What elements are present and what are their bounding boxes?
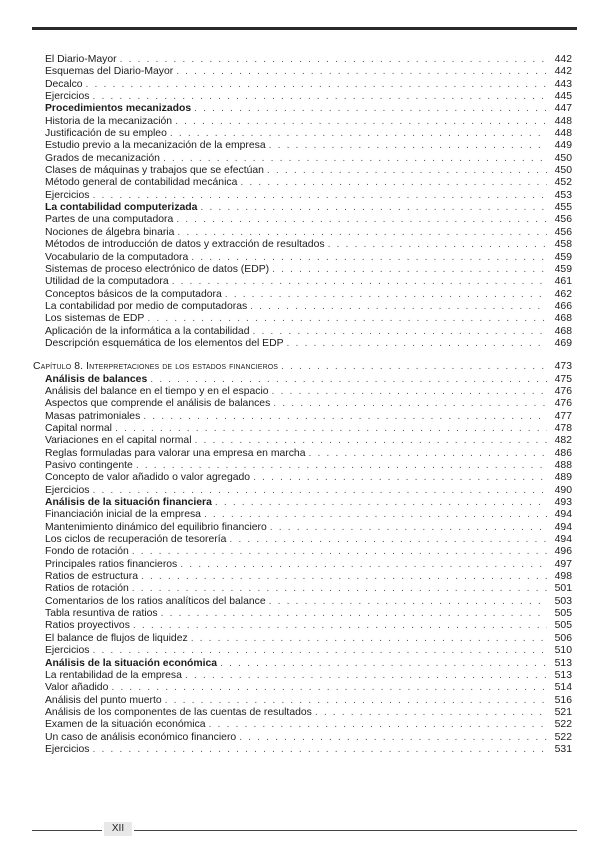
toc-entry-page: 468 [554,313,572,325]
toc-entry-label: Pasivo contingente [45,460,133,471]
toc-entry-label: Examen de la situación económica [45,719,206,731]
toc-entry[interactable] [45,460,572,472]
dot-leader [315,707,547,719]
toc-entry[interactable] [45,633,572,645]
dot-leader [252,326,547,338]
toc-entry[interactable] [45,276,572,288]
toc-entry-label: Tabla resuntiva de ratios [45,608,158,620]
toc-entry-page: 478 [554,422,572,434]
toc-entry-label: La rentabilidad de la empresa [45,669,182,681]
toc-entry-page: 443 [554,78,572,90]
dot-leader [269,596,547,608]
toc-entry[interactable] [45,670,572,682]
toc-entry[interactable] [45,522,572,534]
toc-entry-label: Método general de contabilidad mecánica [45,177,238,189]
toc-entry-page: 445 [554,91,572,103]
dot-leader [250,301,547,313]
dot-leader [172,276,547,288]
toc-entry-label: Ratios proyectivos [45,620,130,632]
toc-entry[interactable] [45,509,572,521]
toc-entry[interactable] [45,398,572,410]
toc-entry-page: 513 [554,669,572,681]
toc-entry-page: 496 [554,546,572,558]
toc-entry-label: Comentarios de los ratios analíticos del balance [45,595,266,607]
toc-entry[interactable] [45,239,572,251]
toc-entry-page: 447 [554,103,572,115]
dot-leader [253,472,547,484]
dot-leader [209,719,547,731]
toc-entry-label: Variaciones en el capital normal [45,435,192,447]
dot-leader [143,411,547,423]
toc-entry-label: Los sistemas de EDP [45,313,145,325]
toc-entry-page: 494 [554,521,572,533]
toc-entry-page: 505 [554,620,572,632]
toc-entry[interactable] [45,338,572,350]
dot-leader [272,264,547,276]
dot-leader [132,546,547,558]
toc-entry-page: 522 [554,731,572,743]
dot-leader [269,140,547,152]
toc-entry[interactable] [45,66,572,78]
toc-entry-page: 442 [554,54,572,65]
toc-entry-label: Nociones de álgebra binaria [45,226,175,238]
toc-entry-label: Grados de mecanización [45,152,160,164]
toc-entry-label: Sistemas de proceso electrónico de datos (EDP) [45,263,270,275]
dot-leader [191,252,547,264]
toc-entry-page: 531 [554,743,572,755]
toc-entry-label: Métodos de introducción de datos y extracción de resultados [45,239,325,251]
toc-entry[interactable] [45,177,572,189]
toc-entry-page: 522 [554,719,572,731]
toc-entry[interactable] [45,571,572,583]
toc-entry[interactable] [45,165,572,177]
toc-entry-label: Aplicación de la informática a la contabilidad [45,325,250,337]
toc-entry-label: El Diario-Mayor [45,54,117,65]
toc-entry-label: La contabilidad computerizada [45,202,198,214]
toc-entry-label: Descripción esquemática de los elementos del EDP [45,337,284,349]
toc-entry-page: 461 [554,276,572,288]
toc-section-heading[interactable] [45,658,572,670]
toc-entry[interactable] [45,732,572,744]
toc-entry-page: 494 [554,534,572,546]
toc-entry-label: Decalco [45,78,83,90]
toc-entry[interactable] [45,485,572,497]
toc-entry-label: Ratios de rotación [45,583,129,595]
dot-leader [111,682,547,694]
toc-entry-page: 466 [554,300,572,312]
toc-entry-label: Capital normal [45,422,112,434]
dot-leader [141,571,547,583]
toc-entry-page: 458 [554,239,572,251]
toc-entry[interactable] [45,695,572,707]
toc-entry-page: 482 [554,435,572,447]
chapter-page: 473 [554,361,572,373]
dot-leader [132,583,547,595]
toc-entry-label: Concepto de valor añadido o valor agregado [45,472,251,484]
dot-leader [163,153,547,165]
toc-section-heading[interactable] [45,103,572,115]
dot-leader [191,633,547,645]
toc-entry[interactable] [45,411,572,423]
dot-leader [204,509,547,521]
dot-leader [272,386,547,398]
toc-entry-label: Un caso de análisis económico financiero [45,731,237,743]
toc-entry-page: 497 [554,558,572,570]
top-rule [32,27,577,30]
toc-entry-label: Masas patrimoniales [45,410,141,422]
toc-entry[interactable] [45,744,572,756]
dot-leader [180,559,547,571]
page-number: XII [104,822,132,836]
toc-entry-page: 477 [554,410,572,422]
toc-entry[interactable] [45,719,572,731]
dot-leader [240,177,547,189]
toc-entry-page: 493 [554,497,572,509]
toc-entry-label: Análisis de la situación financiera [45,497,212,509]
toc-entry-page: 505 [554,608,572,620]
dot-leader [239,732,547,744]
toc-entry-page: 455 [554,202,572,214]
toc-entry[interactable] [45,435,572,447]
dot-leader [267,165,547,177]
toc-entry-page: 501 [554,583,572,595]
toc-entry-page: 449 [554,140,572,152]
toc-entry-label: Fondo de rotación [45,546,129,558]
toc-entry[interactable] [45,386,572,398]
dot-leader [86,79,547,91]
toc-entry-label: Estudio previo a la mecanización de la empresa [45,140,266,152]
toc-entry-label: La contabilidad por medio de computadoras [45,300,248,312]
toc-entry[interactable] [45,54,572,66]
toc-entry-label: Análisis de los componentes de las cuentas de resultados [45,706,312,718]
toc-entry-label: Análisis de balances [45,373,148,385]
toc-entry[interactable] [45,326,572,338]
toc-entry-page: 448 [554,115,572,127]
dot-leader [150,374,547,386]
toc-entry-label: Ejercicios [45,484,90,496]
toc-entry-label: Justificación de su empleo [45,128,167,140]
chapter-block [33,361,572,756]
toc-entry-page: 459 [554,263,572,275]
dot-leader [176,66,547,78]
toc-entry[interactable] [45,583,572,595]
toc-entry[interactable] [45,264,572,276]
dot-leader [176,214,547,226]
dot-leader [177,227,547,239]
dot-leader [225,289,547,301]
toc-entry-label: Los ciclos de recuperación de tesorería [45,534,227,546]
toc-entry-page: 469 [554,337,572,349]
dot-leader [147,313,547,325]
toc-entry-label: Ejercicios [45,645,90,657]
toc-entry[interactable] [45,79,572,91]
dot-leader [270,522,547,534]
toc-entry-page: 462 [554,288,572,300]
toc-entry-page: 459 [554,251,572,263]
toc-entry-page: 476 [554,398,572,410]
dot-leader [92,744,547,756]
toc-entry-page: 521 [554,706,572,718]
toc-entry[interactable] [45,289,572,301]
dot-leader [115,423,547,435]
toc-entry-page: 448 [554,128,572,140]
toc-entry[interactable] [45,91,572,103]
toc-entry[interactable] [45,682,572,694]
toc-entry-label: Ejercicios [45,91,90,103]
toc-entry-page: 456 [554,226,572,238]
toc-entry-label: Esquemas del Diario-Mayor [45,66,174,78]
dot-leader [281,361,547,373]
toc-section-heading[interactable] [45,202,572,214]
toc-entry-label: Utilidad de la computadora [45,276,169,288]
toc-entry-label: Análisis del punto muerto [45,694,162,706]
dot-leader [273,398,547,410]
dot-leader [229,534,547,546]
toc-section-chapter-8 [45,374,572,757]
dot-leader [133,620,547,632]
toc-entry[interactable] [45,620,572,632]
toc-entry[interactable] [45,140,572,152]
toc-section-heading[interactable] [45,374,572,386]
toc-entry[interactable] [45,252,572,264]
toc-entry-page: 450 [554,165,572,177]
toc-entry-label: Valor añadido [45,682,109,694]
toc-entry[interactable] [45,313,572,325]
toc-entry-page: 456 [554,214,572,226]
dot-leader [165,695,547,707]
chapter-title: Capítulo 8. Interpretaciones de los estados financieros [33,361,279,373]
toc-entry-page: 486 [554,447,572,459]
toc-entry-label: Análisis del balance en el tiempo y en el espacio [45,385,269,397]
toc-entry-label: El balance de flujos de liquidez [45,632,188,644]
chapter-heading[interactable] [33,361,572,373]
toc-entry-label: Análisis de la situación económica [45,657,218,669]
table-of-contents [33,54,572,756]
toc-entry-label: Aspectos que comprende el análisis de balances [45,398,271,410]
toc-entry-page: 516 [554,694,572,706]
dot-leader [120,54,547,66]
toc-entry[interactable] [45,559,572,571]
dot-leader [185,670,547,682]
toc-entry-page: 514 [554,682,572,694]
toc-entry[interactable] [45,534,572,546]
toc-entry-label: Ratios de estructura [45,571,138,583]
toc-section-procedimientos [45,54,572,350]
toc-entry[interactable] [45,301,572,313]
toc-entry[interactable] [45,546,572,558]
toc-entry-page: 442 [554,66,572,78]
dot-leader [175,116,547,128]
toc-entry-page: 476 [554,385,572,397]
toc-entry-label: Procedimientos mecanizados [45,103,192,115]
dot-leader [194,103,547,115]
toc-entry-label: Clases de máquinas y trabajos que se efectúan [45,165,264,177]
toc-entry-label: Mantenimiento dinámico del equilibrio financiero [45,521,267,533]
toc-entry-page: 489 [554,472,572,484]
toc-entry[interactable] [45,645,572,657]
toc-entry-label: Ejercicios [45,743,90,755]
toc-entry[interactable] [45,707,572,719]
toc-entry[interactable] [45,128,572,140]
dot-leader [136,460,547,472]
toc-entry-page: 453 [554,189,572,201]
dot-leader [92,485,547,497]
toc-entry-page: 488 [554,460,572,471]
toc-entry[interactable] [45,608,572,620]
toc-entry-page: 513 [554,657,572,669]
toc-entry-page: 494 [554,509,572,521]
toc-entry-label: Partes de una computadora [45,214,174,226]
toc-entry-page: 490 [554,484,572,496]
dot-leader [287,338,547,350]
dot-leader [215,497,547,509]
toc-entry-label: Ejercicios [45,189,90,201]
dot-leader [328,239,547,251]
toc-entry-page: 503 [554,595,572,607]
toc-entry[interactable] [45,214,572,226]
dot-leader [220,658,547,670]
toc-entry-page: 475 [554,373,572,385]
toc-entry[interactable] [45,423,572,435]
toc-entry-label: Principales ratios financieros [45,558,178,570]
toc-entry-label: Reglas formuladas para valorar una empresa en marcha [45,447,306,459]
dot-leader [92,91,547,103]
footer-rule-right [134,830,577,831]
dot-leader [195,435,547,447]
toc-entry[interactable] [45,116,572,128]
toc-entry-label: Conceptos básicos de la computadora [45,288,222,300]
toc-entry[interactable] [45,153,572,165]
toc-entry-page: 510 [554,645,572,657]
toc-entry[interactable] [45,596,572,608]
toc-entry-page: 452 [554,177,572,189]
toc-entry[interactable] [45,472,572,484]
dot-leader [92,190,547,202]
dot-leader [170,128,547,140]
toc-entry-page: 468 [554,325,572,337]
dot-leader [92,645,547,657]
toc-entry[interactable] [45,190,572,202]
toc-entry-label: Vocabulario de la computadora [45,251,189,263]
dot-leader [308,448,547,460]
dot-leader [161,608,547,620]
dot-leader [200,202,547,214]
toc-entry[interactable] [45,448,572,460]
toc-entry-page: 498 [554,571,572,583]
toc-section-heading[interactable] [45,497,572,509]
footer-rule-left [32,830,102,831]
toc-entry-page: 506 [554,632,572,644]
toc-entry-label: Historia de la mecanización [45,115,173,127]
toc-entry-label: Financiación inicial de la empresa [45,509,201,521]
toc-entry[interactable] [45,227,572,239]
toc-entry-page: 450 [554,152,572,164]
